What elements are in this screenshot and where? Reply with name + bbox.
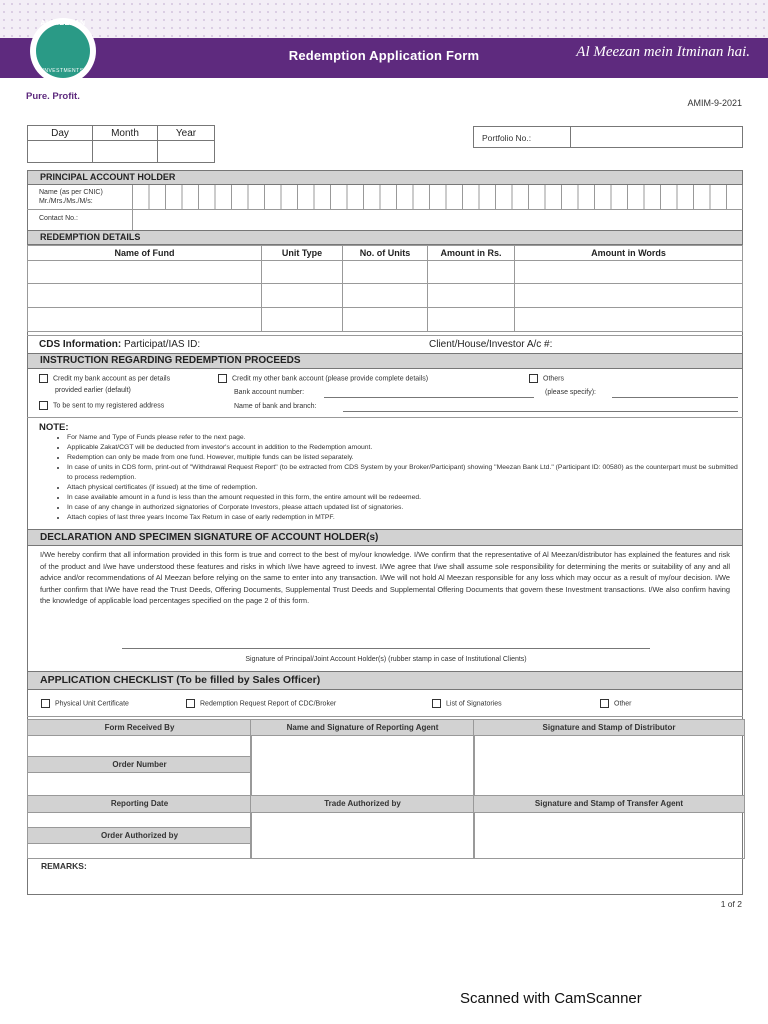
note-item: • Applicable Zakat/CGT will be deducted from investor's account in addition to the Redemption amount. <box>67 443 743 453</box>
instruction-body <box>27 369 743 418</box>
table-row <box>28 284 743 308</box>
bank-branch-label: Name of bank and branch: <box>234 403 317 410</box>
checklist-item: Other <box>614 700 632 708</box>
please-specify-input[interactable] <box>612 397 738 398</box>
unit-type-input[interactable] <box>262 261 343 284</box>
opt1-label-2: provided earlier (default) <box>55 387 131 394</box>
order-authorized-label: Order Authorized by <box>27 827 252 844</box>
instruction-heading: INSTRUCTION REGARDING REDEMPTION PROCEEDS <box>27 353 743 369</box>
name-input-boxes[interactable] <box>132 185 743 209</box>
declaration-heading: DECLARATION AND SPECIMEN SIGNATURE OF ACCOUNT HOLDER(s) <box>27 529 743 546</box>
form-code: AMIM-9-2021 <box>687 98 742 108</box>
opt1-label: Credit my bank account as per details <box>53 375 171 383</box>
bank-account-label: Bank account number: <box>234 389 305 396</box>
checkbox-registered-address[interactable] <box>39 401 48 410</box>
units-input[interactable] <box>343 308 428 332</box>
form-received-input[interactable] <box>27 734 252 757</box>
table-header-row <box>28 246 743 261</box>
date-year-label: Year <box>158 126 215 141</box>
reporting-agent-label: Name and Signature of Reporting Agent <box>250 719 475 736</box>
tagline: Al Meezan mein Itminan hai. <box>576 44 750 60</box>
contact-row <box>27 209 743 230</box>
checkbox-physical-certificate[interactable] <box>41 699 50 708</box>
note-heading: NOTE: <box>39 422 69 433</box>
please-specify-label: (please specify): <box>545 389 596 396</box>
units-input[interactable] <box>343 284 428 308</box>
order-authorized-input[interactable] <box>27 842 252 859</box>
units-input[interactable] <box>343 261 428 284</box>
principal-heading: PRINCIPAL ACCOUNT HOLDER <box>27 170 743 185</box>
checklist-item: List of Signatories <box>446 700 502 708</box>
table-row <box>28 261 743 284</box>
amount-words-input[interactable] <box>515 308 743 332</box>
trade-authorized-input[interactable] <box>250 811 475 859</box>
transfer-agent-input[interactable] <box>473 811 745 859</box>
redemption-table <box>27 245 743 332</box>
column-header: Amount in Rs. <box>428 246 515 261</box>
column-header: Unit Type <box>262 246 343 261</box>
note-item: • Attach physical certificates (if issued) at the time of redemption. <box>67 483 743 493</box>
checklist-item: Physical Unit Certificate <box>55 700 129 708</box>
column-header: Amount in Words <box>515 246 743 261</box>
note-list <box>27 433 743 523</box>
opt2-label: Credit my other bank account (please provide complete details) <box>232 375 429 383</box>
logo-text: AL MEEZAN <box>40 20 86 27</box>
reporting-agent-input[interactable] <box>250 734 475 796</box>
column-header: Name of Fund <box>28 246 262 261</box>
client-label: Client/House/Investor A/c #: <box>429 339 553 350</box>
contact-input[interactable] <box>132 209 743 230</box>
column-header: No. of Units <box>343 246 428 261</box>
note-section <box>27 420 743 528</box>
cds-label-bold: CDS Information: <box>39 339 122 350</box>
signature-line[interactable] <box>122 648 650 649</box>
office-grid <box>27 719 743 858</box>
note-item: • Redemption can only be made from one fund. However, multiple funds can be listed separately. <box>67 453 743 463</box>
fund-name-input[interactable] <box>28 261 262 284</box>
order-number-label: Order Number <box>27 756 252 773</box>
date-month-label: Month <box>93 126 158 141</box>
fund-name-input[interactable] <box>28 308 262 332</box>
date-day-input[interactable] <box>28 141 93 163</box>
amount-input[interactable] <box>428 308 515 332</box>
date-table <box>27 125 215 163</box>
remarks-label: REMARKS: <box>41 861 87 871</box>
checkbox-default-account[interactable] <box>39 374 48 383</box>
logo-subtext: INVESTMENTS <box>42 68 84 74</box>
page-number: 1 of 2 <box>720 899 742 909</box>
note-item: • In case available amount in a fund is less than the amount requested in this form, the entire amount will be redeemed. <box>67 493 743 503</box>
motto: Pure. Profit. <box>26 91 80 102</box>
redemption-heading: REDEMPTION DETAILS <box>27 230 743 245</box>
cds-row <box>27 335 743 354</box>
name-label-line2: Mr./Mrs./Ms./M/s: <box>39 198 93 205</box>
checkbox-other[interactable] <box>600 699 609 708</box>
transfer-agent-label: Signature and Stamp of Transfer Agent <box>473 795 745 813</box>
page-title: Redemption Application Form <box>288 48 480 63</box>
date-year-input[interactable] <box>158 141 215 163</box>
table-row <box>28 308 743 332</box>
portfolio-input[interactable] <box>571 127 742 147</box>
opt3-label: Others <box>543 375 565 383</box>
checkbox-others[interactable] <box>529 374 538 383</box>
order-number-input[interactable] <box>27 771 252 796</box>
trade-authorized-label: Trade Authorized by <box>250 795 475 813</box>
unit-type-input[interactable] <box>262 308 343 332</box>
note-item: • For Name and Type of Funds please refer to the next page. <box>67 433 743 443</box>
checklist-heading: APPLICATION CHECKLIST (To be filled by Sales Officer) <box>27 671 743 690</box>
reporting-date-input[interactable] <box>27 811 252 828</box>
declaration-text: I/We hereby confirm that all information provided in this form is true and correct to the best of my/our knowledge. I/We confirm that the representative of Al Meezan/distributor has explained the features and risk of the product and I/we have understood these features and risks in which I/we have agreed to invest. I/We agree that I/we shall assume sole responsibility for determining the merits or suitability of any and all advice and/or recommendations of Al Meezan before relying on the same to enter into any transaction. I/We will not hold Al Meezan responsible for any loss which may occur as a result of my/our decision. I/We further confirm that I/We have read the Trust Deeds, Offering Documents, Supplemental Trust Deeds and Supplemental Offering Documents that govern these Investment transactions. I/We also confirm having the knowledge of applicable load percentages specified on the page 2 of this form. <box>40 550 730 606</box>
date-month-input[interactable] <box>93 141 158 163</box>
amount-words-input[interactable] <box>515 261 743 284</box>
distributor-label: Signature and Stamp of Distributor <box>473 719 745 736</box>
opt4-label: To be sent to my registered address <box>53 402 165 410</box>
amount-input[interactable] <box>428 261 515 284</box>
remarks-box[interactable] <box>27 858 743 895</box>
checklist-row <box>27 690 743 717</box>
distributor-input[interactable] <box>473 734 745 796</box>
note-item: • Attach copies of last three years Income Tax Return in case of early redemption in MTPF. <box>67 513 743 523</box>
note-item: • In case of units in CDS form, print-out of "Withdrawal Request Report" (to be extracted from CDS System by your Broker/Participant) showing "Meezan Bank Ltd." (Participant ID: 00580) as the counterpart must be submitted to process redemption. <box>67 463 743 483</box>
cds-label: Participat/IAS ID: <box>124 339 201 350</box>
checkbox-signatories[interactable] <box>432 699 441 708</box>
fund-name-input[interactable] <box>28 284 262 308</box>
scanner-watermark: Scanned with CamScanner <box>460 990 642 1007</box>
contact-label: Contact No.: <box>39 215 78 222</box>
form-received-label: Form Received By <box>27 719 252 736</box>
bank-account-input[interactable] <box>324 397 534 398</box>
note-item: • In case of any change in authorized signatories of Corporate Investors, please attach updated list of signatories. <box>67 503 743 513</box>
signature-label: Signature of Principal/Joint Account Holder(s) (rubber stamp in case of Institutional Clients) <box>245 656 527 663</box>
checklist-item: Redemption Request Report of CDC/Broker <box>200 700 337 708</box>
amount-input[interactable] <box>428 284 515 308</box>
date-day-label: Day <box>28 126 93 141</box>
name-label-line1: Name (as per CNIC) <box>39 189 103 196</box>
amount-words-input[interactable] <box>515 284 743 308</box>
portfolio-label: Portfolio No.: <box>482 133 532 143</box>
reporting-date-label: Reporting Date <box>27 795 252 813</box>
header-pattern <box>0 0 768 38</box>
unit-type-input[interactable] <box>262 284 343 308</box>
name-row <box>27 185 743 210</box>
checkbox-other-account[interactable] <box>218 374 227 383</box>
portfolio-box <box>473 126 743 148</box>
bank-branch-input[interactable] <box>343 411 738 412</box>
checkbox-redemption-report[interactable] <box>186 699 195 708</box>
